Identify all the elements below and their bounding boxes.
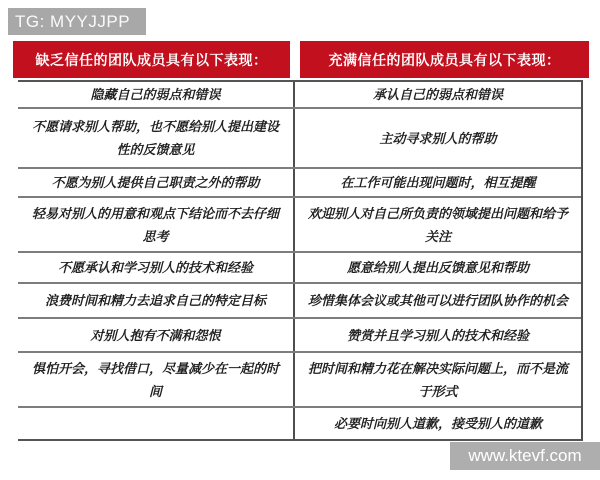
cell-lacking-trust <box>18 408 295 439</box>
table-row <box>18 408 581 439</box>
cell-lacking-trust: 对别人抱有不满和怨恨 <box>18 319 295 351</box>
cell-full-trust: 愿意给别人提出反馈意见和帮助 <box>346 260 529 275</box>
table-row <box>18 353 581 408</box>
cell-full-trust: 必要时向别人道歉，接受别人的道歉 <box>333 416 542 431</box>
table-row <box>18 82 581 109</box>
table-row <box>18 198 581 253</box>
header-full-trust: 充满信任的团队成员具有以下表现： <box>300 41 589 78</box>
cell-lacking-trust: 浪费时间和精力去追求自己的特定目标 <box>18 284 295 317</box>
table-body <box>18 80 583 441</box>
cell-lacking-trust: 不愿承认和学习别人的技术和经验 <box>18 253 295 282</box>
table-row <box>18 169 581 198</box>
cell-full-trust: 珍惜集体会议或其他可以进行团队协作的机会 <box>307 293 568 308</box>
cell-full-trust: 欢迎别人对自己所负责的领域提出问题和给予关注 <box>307 205 568 244</box>
watermark <box>450 442 600 470</box>
telegram-tag-text: TG: MYYJJPP <box>15 11 131 31</box>
cell-lacking-trust: 隐藏自己的弱点和错误 <box>18 82 295 107</box>
cell-full-trust: 主动寻求别人的帮助 <box>379 130 497 146</box>
cell-lacking-trust: 惧怕开会，寻找借口，尽量减少在一起的时间 <box>18 353 295 406</box>
watermark-text: www.ktevf.com <box>468 446 582 465</box>
table-row <box>18 109 581 169</box>
cell-full-trust: 把时间和精力花在解决实际问题上，而不是流于形式 <box>307 360 568 399</box>
table-row <box>18 253 581 284</box>
table-row <box>18 284 581 319</box>
cell-lacking-trust: 不愿请求别人帮助，也不愿给别人提出建设性的反馈意见 <box>18 109 295 167</box>
table-row <box>18 319 581 353</box>
cell-lacking-trust: 轻易对别人的用意和观点下结论而不去仔细思考 <box>18 198 295 251</box>
header-lacking-trust: 缺乏信任的团队成员具有以下表现： <box>13 41 290 78</box>
table-header-row <box>13 41 589 78</box>
telegram-tag-banner <box>8 8 146 35</box>
cell-lacking-trust: 不愿为别人提供自己职责之外的帮助 <box>18 169 295 196</box>
cell-full-trust: 在工作可能出现问题时，相互提醒 <box>340 175 536 190</box>
cell-full-trust: 赞赏并且学习别人的技术和经验 <box>346 327 529 343</box>
cell-full-trust: 承认自己的弱点和错误 <box>372 87 503 102</box>
trust-comparison-table <box>13 41 589 441</box>
